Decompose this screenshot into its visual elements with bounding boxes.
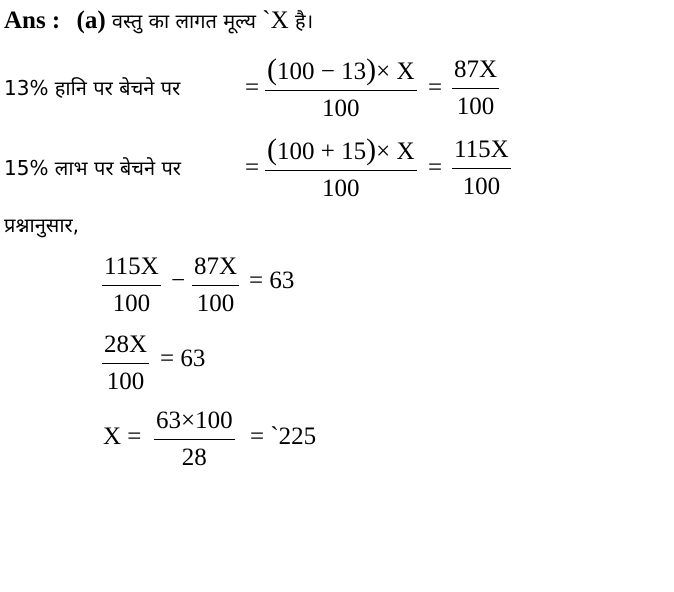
eq3-fraction	[154, 406, 235, 473]
gain-num-inner: 100 + 15	[277, 138, 367, 165]
loss-label-line	[4, 73, 180, 103]
eq1-fraction-b	[192, 252, 239, 319]
gain-numerator: (100 + 15)× X	[265, 135, 417, 171]
eq3-numerator: 63×100	[154, 406, 235, 440]
loss-num-tail: × X	[376, 58, 415, 85]
loss-numerator: (100 − 13)× X	[265, 55, 417, 91]
intro-text: वस्तु का लागत मूल्य	[111, 9, 263, 33]
loss-result-numerator: 87X	[452, 55, 499, 89]
eq3-denominator: 28	[181, 444, 207, 471]
eq1-a-numerator: 115X	[102, 252, 161, 286]
gain-equals-2: =	[428, 154, 443, 181]
loss-label: 13% हानि पर बेचने पर	[4, 76, 181, 100]
loss-equals-1: =	[245, 74, 260, 101]
intro-variable: `X	[262, 7, 289, 34]
option-label: (a)	[76, 7, 106, 34]
loss-fraction	[265, 55, 417, 124]
gain-equals-1: =	[245, 154, 260, 181]
eq1-a-denominator: 100	[112, 290, 151, 317]
eq2-denominator: 100	[106, 368, 145, 395]
gain-num-tail: × X	[376, 138, 415, 165]
loss-denominator: 100	[322, 95, 360, 122]
according-to-question: प्रश्नानुसार,	[4, 213, 80, 237]
loss-result-fraction	[452, 55, 499, 122]
gain-result-numerator: 115X	[452, 135, 511, 169]
eq2-rhs: = 63	[160, 345, 206, 372]
answer-intro-line	[4, 6, 313, 36]
eq2-numerator: 28X	[102, 330, 149, 364]
gain-denominator: 100	[322, 175, 360, 202]
eq1-rhs: = 63	[249, 267, 295, 294]
eq3-rhs: = `225	[250, 423, 317, 450]
loss-result-denominator: 100	[456, 93, 495, 120]
gain-fraction	[265, 135, 417, 204]
eq1-b-denominator: 100	[196, 290, 235, 317]
gain-label: 15% लाभ पर बेचने पर	[4, 156, 181, 180]
eq1-minus: −	[171, 267, 186, 294]
loss-equals-2: =	[428, 74, 443, 101]
intro-end: है।	[288, 9, 314, 33]
gain-result-denominator: 100	[462, 173, 501, 200]
gain-label-line	[4, 153, 181, 183]
ans-label: Ans :	[4, 7, 61, 34]
eq1-fraction-a	[102, 252, 161, 319]
gain-result-fraction	[452, 135, 511, 202]
according-line	[4, 210, 79, 240]
eq1-b-numerator: 87X	[192, 252, 239, 286]
loss-num-inner: 100 − 13	[277, 58, 367, 85]
eq3-lhs: X =	[103, 423, 142, 450]
eq2-fraction	[102, 330, 149, 397]
